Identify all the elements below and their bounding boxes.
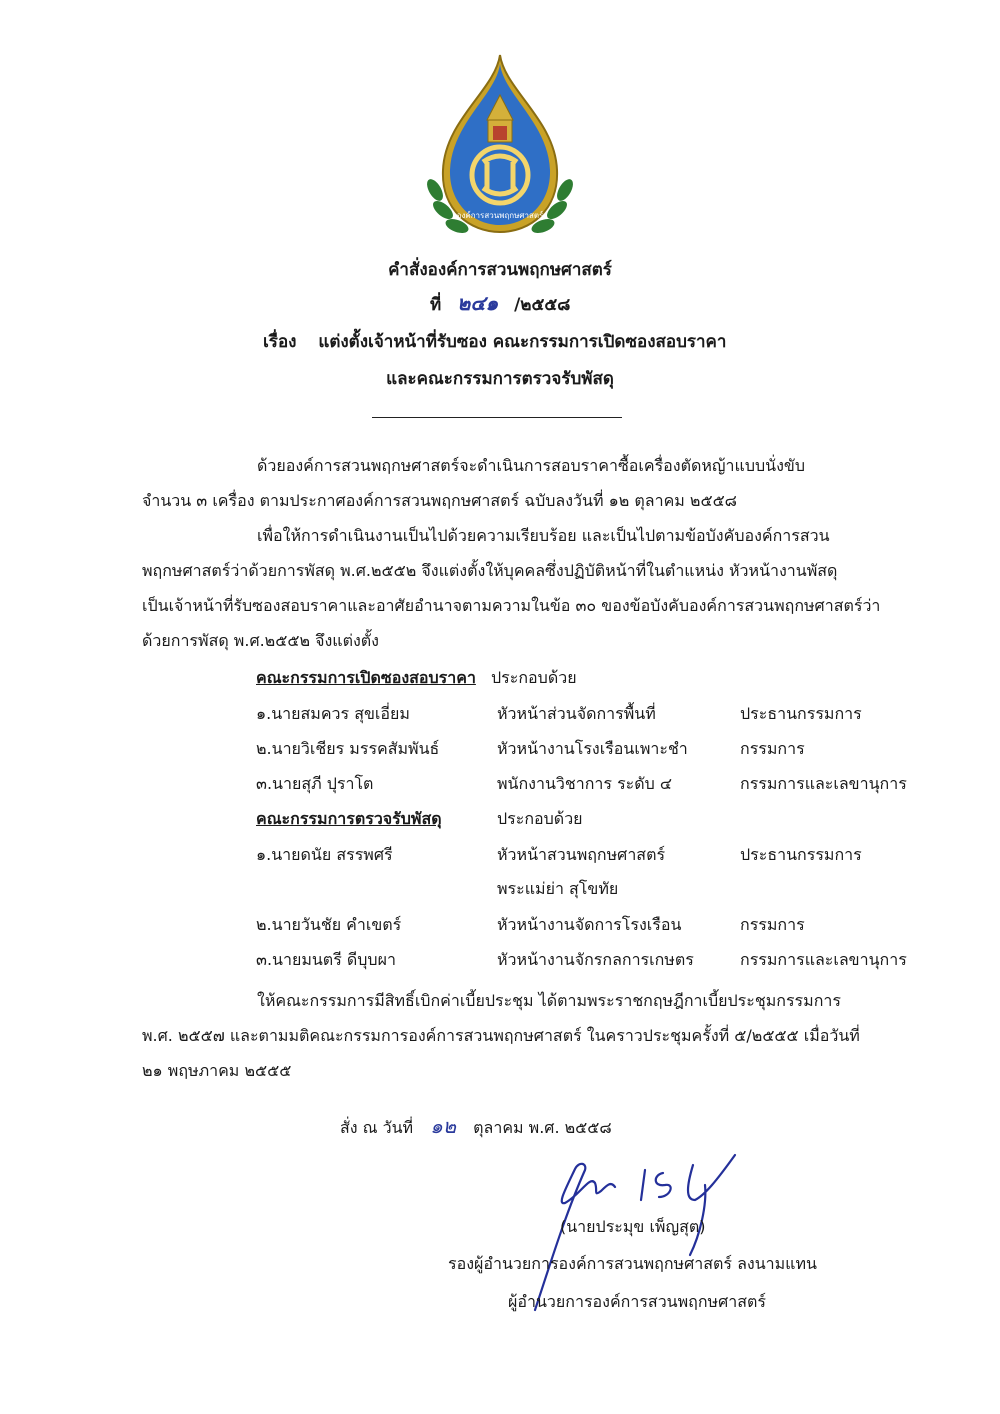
committee-1-member-2-role: กรรมการ xyxy=(740,739,805,758)
committee-2-member-3-name: ๓.นายมนตรี ดีบุบผา xyxy=(256,950,396,969)
order-number-label: ที่ xyxy=(430,295,442,315)
order-date-day: ๑๒ xyxy=(430,1114,457,1138)
order-title: คำสั่งองค์การสวนพฤกษศาสตร์ xyxy=(388,260,612,280)
committee-1-member-3-role: กรรมการและเลขานุการ xyxy=(740,774,907,793)
committee-1-title: คณะกรรมการเปิดซองสอบราคา xyxy=(256,668,476,687)
order-number-handwritten: ๒๔๑ xyxy=(457,291,499,315)
committee-1-member-3-position: พนักงานวิชาการ ระดับ ๔ xyxy=(497,774,673,793)
paragraph-1 xyxy=(142,448,902,518)
organization-emblem-icon xyxy=(425,50,575,240)
committee-2-member-3-position: หัวหน้างานจักรกลการเกษตร xyxy=(497,950,694,969)
committee-1-heading xyxy=(256,666,577,691)
committee-1-member-3-name: ๓.นายสุภี ปุราโต xyxy=(256,774,374,793)
subject-line-2: และคณะกรรมการตรวจรับพัสดุ xyxy=(386,369,614,389)
committee-2-member-1-position: หัวหน้าสวนพฤกษศาสตร์ xyxy=(497,845,666,864)
committee-2-member-3-role: กรรมการและเลขานุการ xyxy=(740,950,907,969)
order-date-suffix: ตุลาคม พ.ศ. ๒๕๕๘ xyxy=(473,1118,612,1137)
order-number-suffix: /๒๕๕๘ xyxy=(514,295,571,315)
committee-2-member-2-role: กรรมการ xyxy=(740,915,805,934)
committee-1-member-1-name: ๑.นายสมควร สุขเอี่ยม xyxy=(256,704,410,723)
committee-1-member-2-name: ๒.นายวิเชียร มรรคสัมพันธ์ xyxy=(256,739,440,758)
subject-text-1: แต่งตั้งเจ้าหน้าที่รับซอง คณะกรรมการเปิดซองสอบราคา xyxy=(318,332,727,352)
paragraph-2-line-4: ด้วยการพัสดุ พ.ศ.๒๕๕๒ จึงแต่งตั้ง xyxy=(142,631,379,650)
emblem-text: องค์การสวนพฤกษศาสตร์ xyxy=(456,211,544,220)
header-divider xyxy=(372,417,622,418)
committee-2-title: คณะกรรมการตรวจรับพัสดุ xyxy=(256,809,442,828)
closing-line-2: พ.ศ. ๒๕๕๗ และตามมติคณะกรรมการองค์การสวนพฤกษศาสตร์ ในคราวประชุมครั้งที่ ๕/๒๕๕๕ เมื่อวันที่ xyxy=(142,1026,860,1045)
committee-2-member-2-name: ๒.นายวันชัย คำเขตร์ xyxy=(256,915,402,934)
paragraph-2 xyxy=(142,518,902,658)
closing-line-3: ๒๑ พฤษภาคม ๒๕๕๕ xyxy=(142,1061,292,1080)
committee-1-member-1-position: หัวหน้าส่วนจัดการพื้นที่ xyxy=(497,704,656,723)
closing-line-1: ให้คณะกรรมการมีสิทธิ์เบิกค่าเบี้ยประชุม ได้ตามพระราชกฤษฎีกาเบี้ยประชุมกรรมการ xyxy=(257,991,841,1010)
paragraph-2-line-3: เป็นเจ้าหน้าที่รับซองสอบราคาและอาศัยอำนาจตามความในข้อ ๓๐ ของข้อบังคับองค์การสวนพฤกษศาสตร์ว่า xyxy=(142,596,881,615)
committee-2-suffix: ประกอบด้วย xyxy=(497,809,583,828)
order-date-prefix: สั่ง ณ วันที่ xyxy=(340,1118,414,1137)
subject-line-1 xyxy=(263,328,726,355)
paragraph-2-line-1: เพื่อให้การดำเนินงานเป็นไปด้วยความเรียบร้อย และเป็นไปตามข้อบังคับองค์การสวน xyxy=(257,526,830,545)
closing-paragraph xyxy=(142,983,902,1088)
committee-1-member-1-role: ประธานกรรมการ xyxy=(740,704,862,723)
subject-label: เรื่อง xyxy=(263,332,297,352)
signer-title-2: ผู้อำนวยการองค์การสวนพฤกษศาสตร์ xyxy=(508,1292,766,1311)
committee-2-member-1-role: ประธานกรรมการ xyxy=(740,845,862,864)
signer-title-1: รองผู้อำนวยการองค์การสวนพฤกษศาสตร์ ลงนามแทน xyxy=(448,1254,817,1273)
committee-1-member-2-position: หัวหน้างานโรงเรือนเพาะชำ xyxy=(497,739,688,758)
committee-1-suffix: ประกอบด้วย xyxy=(491,668,577,687)
signer-name: (นายประมุข เพ็ญสุต) xyxy=(560,1217,706,1236)
committee-2-member-2-position: หัวหน้างานจัดการโรงเรือน xyxy=(497,915,682,934)
paragraph-2-line-2: พฤกษศาสตร์ว่าด้วยการพัสดุ พ.ศ.๒๕๕๒ จึงแต่งตั้งให้บุคคลซึ่งปฏิบัติหน้าที่ในตำแหน่ง หัวหน้างานพัสดุ xyxy=(142,561,838,580)
order-date xyxy=(340,1110,612,1142)
paragraph-1-line-1: ด้วยองค์การสวนพฤกษศาสตร์จะดำเนินการสอบราคาซื้อเครื่องตัดหญ้าแบบนั่งขับ xyxy=(257,456,806,475)
committee-2-member-1-position-2: พระแม่ย่า สุโขทัย xyxy=(497,879,619,898)
order-number xyxy=(430,287,570,319)
committee-2-member-1-name: ๑.นายดนัย สรรพศรี xyxy=(256,845,393,864)
paragraph-1-line-2: จำนวน ๓ เครื่อง ตามประกาศองค์การสวนพฤกษศาสตร์ ฉบับลงวันที่ ๑๒ ตุลาคม ๒๕๕๘ xyxy=(142,491,738,510)
